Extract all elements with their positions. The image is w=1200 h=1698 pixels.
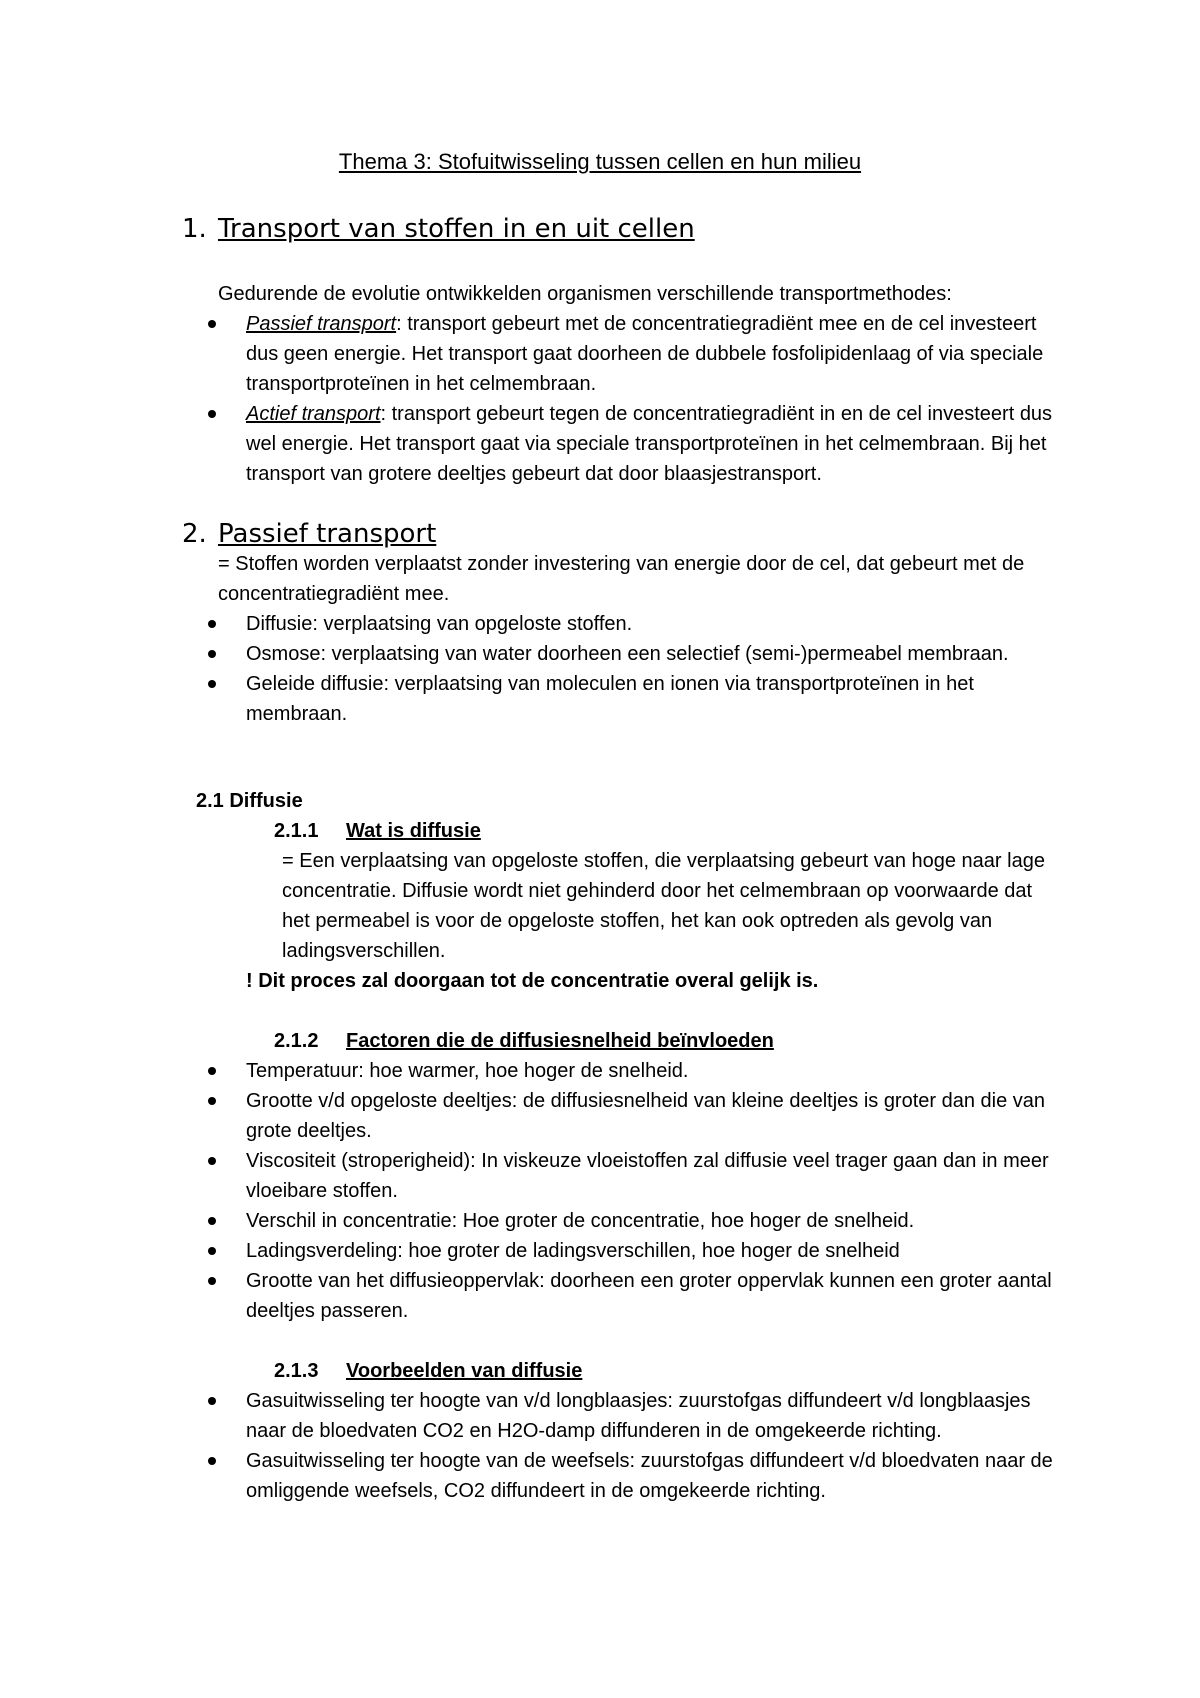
item-text: : transport gebeurt met de concentratiegradiënt mee en de cel investeert dus geen energie. Het transport gaat doorheen de dubbele fosfolipidenlaag of via speciale transportproteïnen in het celmembraan.	[246, 313, 1044, 395]
definition-text: = Een verplaatsing van opgeloste stoffen, die verplaatsing gebeurt van hoge naar lage concentratie. Diffusie wordt niet gehinderd door het celmembraan op voorwaarde dat het permeabel is voor de opgeloste stoffen, het kan ook optreden als gevolg van ladingsverschillen.	[282, 850, 1045, 962]
section-2-intro: = Stoffen worden verplaatst zonder investering van energie door de cel, dat gebeurt met de concentratiegradiënt mee.	[218, 553, 1025, 605]
list-item: Viscositeit (stroperigheid): In viskeuze vloeistoffen zal diffusie veel trager gaan dan in meer vloeibare stoffen.	[174, 1146, 1058, 1206]
subsection-2-1-1-heading	[274, 816, 481, 846]
list-item	[174, 399, 1058, 489]
subsection-title: Factoren die de diffusiesnelheid beïnvloeden	[346, 1030, 774, 1052]
subsection-title: Wat is diffusie	[346, 820, 481, 842]
subsection-number: 2.1.3	[274, 1360, 319, 1382]
section-1-heading	[182, 212, 695, 246]
list-item: Gasuitwisseling ter hoogte van de weefsels: zuurstofgas diffundeert v/d bloedvaten naar de omliggende weefsels, CO2 diffundeert in de omgekeerde richting.	[174, 1446, 1058, 1506]
section-1-intro: Gedurende de evolutie ontwikkelden organismen verschillende transportmethodes:	[218, 283, 952, 305]
list-item: Grootte van het diffusieoppervlak: doorheen een groter oppervlak kunnen een groter aantal deeltjes passeren.	[174, 1266, 1058, 1326]
term-passief: Passief transport	[246, 313, 397, 335]
subsection-title: Voorbeelden van diffusie	[346, 1360, 583, 1382]
list-item: Diffusie: verplaatsing van opgeloste stoffen.	[174, 609, 1058, 639]
section-1-body	[218, 279, 1058, 489]
subsection-number: 2.1.2	[274, 1030, 319, 1052]
subsection-2-1-3-heading	[274, 1356, 582, 1386]
list-item: Ladingsverdeling: hoe groter de ladingsverschillen, hoe hoger de snelheid	[174, 1236, 1058, 1266]
section-1-number: 1.	[182, 214, 207, 244]
section-2-title: Passief transport	[218, 519, 437, 549]
document-title: Thema 3: Stofuitwisseling tussen cellen en hun milieu	[338, 149, 862, 174]
subsection-2-1-2-body	[218, 1056, 1058, 1326]
list-item: Grootte v/d opgeloste deeltjes: de diffusiesnelheid van kleine deeltjes is groter dan die van grote deeltjes.	[174, 1086, 1058, 1146]
section-1-title: Transport van stoffen in en uit cellen	[218, 214, 695, 244]
subsection-2-1-2-heading	[274, 1026, 774, 1056]
list-item	[174, 309, 1058, 399]
subsection-2-1-3-body	[218, 1386, 1058, 1506]
note-text: ! Dit proces zal doorgaan tot de concentratie overal gelijk is.	[246, 970, 819, 992]
list-item: Gasuitwisseling ter hoogte van v/d longblaasjes: zuurstofgas diffundeert v/d longblaasjes naar de bloedvaten CO2 en H2O-damp diffunderen in de omgekeerde richting.	[174, 1386, 1058, 1446]
list-item: Temperatuur: hoe warmer, hoe hoger de snelheid.	[174, 1056, 1058, 1086]
section-2-heading	[182, 517, 436, 551]
section-2-list	[174, 609, 1058, 729]
section-1-list	[174, 309, 1058, 489]
section-2-body	[218, 549, 1058, 729]
subsection-number: 2.1.1	[274, 820, 319, 842]
subsection-2-1-heading: 2.1 Diffusie	[196, 790, 303, 812]
factors-list	[174, 1056, 1058, 1326]
subsection-2-1-1-body	[282, 846, 1062, 966]
list-item: Geleide diffusie: verplaatsing van moleculen en ionen via transportproteïnen in het membraan.	[174, 669, 1058, 729]
examples-list	[174, 1386, 1058, 1506]
list-item: Verschil in concentratie: Hoe groter de concentratie, hoe hoger de snelheid.	[174, 1206, 1058, 1236]
list-item: Osmose: verplaatsing van water doorheen een selectief (semi-)permeabel membraan.	[174, 639, 1058, 669]
item-text: : transport gebeurt tegen de concentratiegradiënt in en de cel investeert dus wel energie. Het transport gaat via speciale transportproteïnen in het celmembraan. Bij het transport van grotere deeltjes gebeurt dat door blaasjestransport.	[246, 403, 1053, 485]
section-2-number: 2.	[182, 519, 207, 549]
term-actief: Actief transport	[246, 403, 381, 425]
